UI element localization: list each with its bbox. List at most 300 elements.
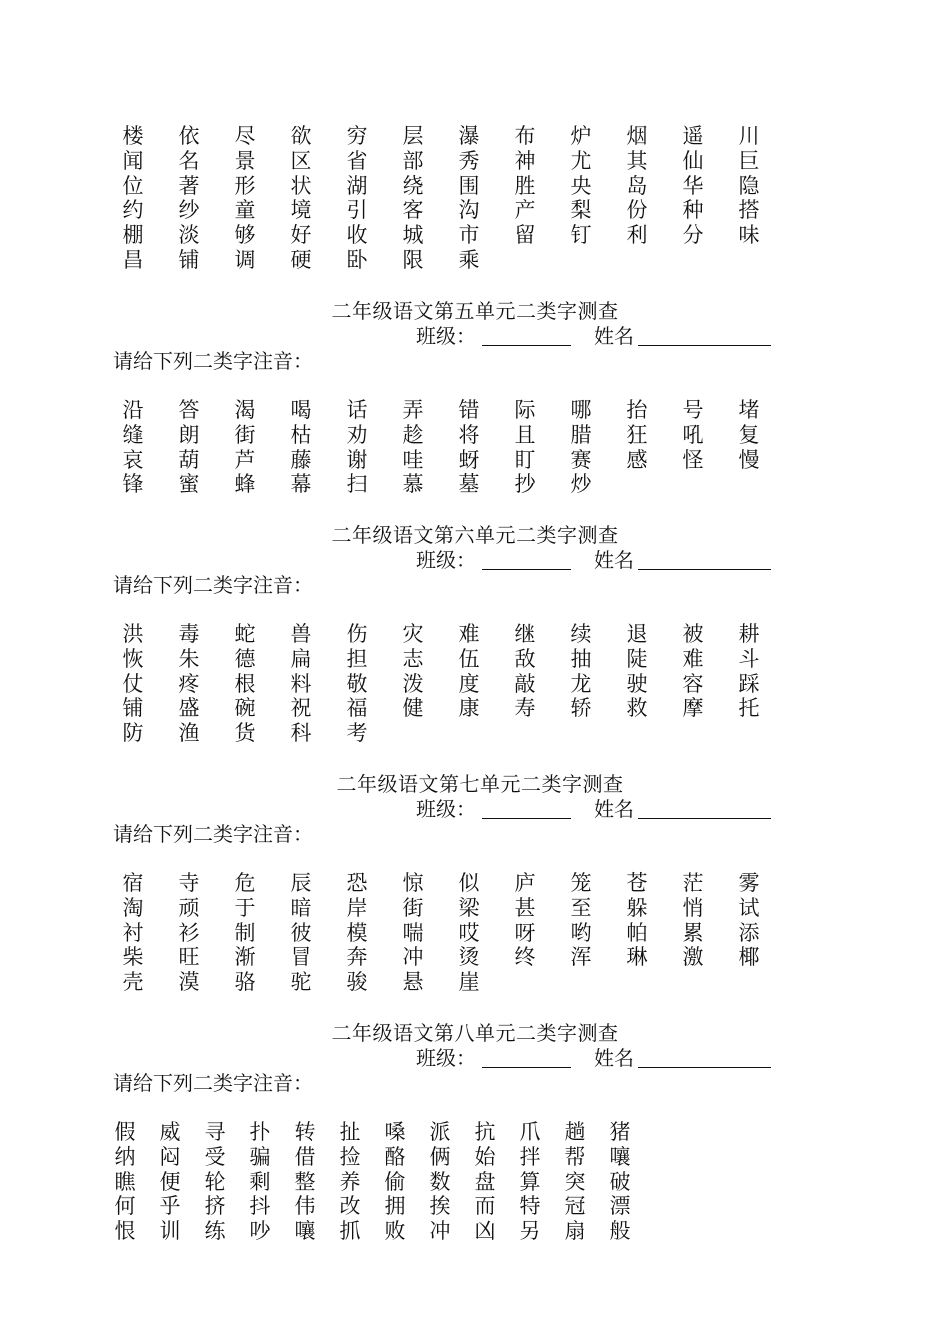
character-cell: 般 <box>609 1219 631 1244</box>
character-cell: 淘 <box>122 895 144 920</box>
character-cell: 难 <box>682 646 704 671</box>
character-cell: 派 <box>429 1120 451 1144</box>
character-cell: 寿 <box>514 696 536 721</box>
character-cell: 漂 <box>609 1194 631 1219</box>
character-cell: 号 <box>682 398 704 422</box>
section-title: 二年级语文第六单元二类字测查 <box>331 523 619 547</box>
character-cell: 哇 <box>402 447 424 472</box>
character-cell: 状 <box>290 173 312 198</box>
character-cell: 尤 <box>570 148 592 173</box>
character-cell: 份 <box>626 198 648 223</box>
character-cell: 淡 <box>178 223 200 248</box>
character-cell: 烫 <box>458 945 480 970</box>
section-title: 二年级语文第七单元二类字测查 <box>336 772 624 796</box>
character-cell: 哎 <box>458 920 480 945</box>
character-cell: 纱 <box>178 198 200 223</box>
character-cell: 扁 <box>290 646 312 671</box>
character-cell: 改 <box>339 1194 361 1219</box>
character-cell: 敬 <box>346 671 368 696</box>
character-cell: 仙 <box>682 148 704 173</box>
character-cell: 养 <box>339 1169 361 1194</box>
character-cell: 兽 <box>290 622 312 646</box>
class-blank-line <box>482 818 571 819</box>
character-cell: 楼 <box>122 124 144 148</box>
character-cell: 蛇 <box>234 622 256 646</box>
character-cell: 瞧 <box>114 1169 136 1194</box>
character-cell: 漠 <box>178 970 200 995</box>
character-cell: 偷 <box>384 1169 406 1194</box>
character-cell: 货 <box>234 721 256 746</box>
class-label: 班级： <box>416 324 476 348</box>
character-cell: 疼 <box>178 671 200 696</box>
character-cell: 挨 <box>429 1194 451 1219</box>
character-cell: 猪 <box>609 1120 631 1144</box>
character-cell: 练 <box>204 1219 226 1244</box>
character-cell: 锋 <box>122 472 144 497</box>
character-cell: 始 <box>474 1144 496 1169</box>
character-cell: 名 <box>178 148 200 173</box>
character-cell: 欲 <box>290 124 312 148</box>
character-cell: 炉 <box>570 124 592 148</box>
character-row <box>0 945 950 970</box>
character-cell: 败 <box>384 1219 406 1244</box>
character-cell: 调 <box>234 248 256 272</box>
character-cell: 扫 <box>346 472 368 497</box>
character-cell: 围 <box>458 173 480 198</box>
character-cell: 数 <box>429 1169 451 1194</box>
character-cell: 绕 <box>402 173 424 198</box>
character-cell: 斗 <box>738 646 760 671</box>
character-cell: 碗 <box>234 696 256 721</box>
character-cell: 哟 <box>570 920 592 945</box>
character-cell: 沿 <box>122 398 144 422</box>
character-row <box>0 871 950 896</box>
character-cell: 秀 <box>458 148 480 173</box>
character-row <box>0 223 950 248</box>
character-row <box>0 149 950 174</box>
character-cell: 感 <box>626 447 648 472</box>
character-cell: 街 <box>234 422 256 447</box>
character-cell: 盛 <box>178 696 200 721</box>
character-cell: 墓 <box>458 472 480 497</box>
character-cell: 摩 <box>682 696 704 721</box>
character-cell: 帮 <box>564 1144 586 1169</box>
character-row <box>0 198 950 223</box>
character-cell: 何 <box>114 1194 136 1219</box>
character-cell: 甚 <box>514 895 536 920</box>
character-cell: 够 <box>234 223 256 248</box>
character-cell: 缝 <box>122 422 144 447</box>
character-cell: 毒 <box>178 622 200 646</box>
name-blank-line <box>638 569 771 570</box>
character-row <box>0 448 950 473</box>
character-cell: 捡 <box>339 1144 361 1169</box>
character-cell: 彼 <box>290 920 312 945</box>
character-cell: 考 <box>346 721 368 746</box>
character-cell: 浑 <box>570 945 592 970</box>
character-cell: 蜜 <box>178 472 200 497</box>
character-cell: 志 <box>402 646 424 671</box>
character-cell: 制 <box>234 920 256 945</box>
character-cell: 至 <box>570 895 592 920</box>
character-cell: 梨 <box>570 198 592 223</box>
character-cell: 童 <box>234 198 256 223</box>
character-cell: 试 <box>738 895 760 920</box>
character-cell: 哀 <box>122 447 144 472</box>
character-cell: 其 <box>626 148 648 173</box>
character-cell: 钉 <box>570 223 592 248</box>
character-cell: 威 <box>159 1120 181 1144</box>
character-cell: 央 <box>570 173 592 198</box>
character-cell: 限 <box>402 248 424 272</box>
character-cell: 泼 <box>402 671 424 696</box>
character-cell: 趁 <box>402 422 424 447</box>
character-row <box>0 472 950 497</box>
character-cell: 谢 <box>346 447 368 472</box>
character-cell: 喝 <box>290 398 312 422</box>
character-cell: 蜂 <box>234 472 256 497</box>
character-cell: 沟 <box>458 198 480 223</box>
character-cell: 驼 <box>290 970 312 995</box>
character-cell: 且 <box>514 422 536 447</box>
character-row <box>0 1170 950 1195</box>
class-label: 班级： <box>416 1046 476 1070</box>
character-cell: 分 <box>682 223 704 248</box>
character-cell: 扯 <box>339 1120 361 1144</box>
instruction-text: 请给下列二类字注音： <box>113 822 313 846</box>
character-cell: 炒 <box>570 472 592 497</box>
character-cell: 闷 <box>159 1144 181 1169</box>
character-cell: 区 <box>290 148 312 173</box>
character-cell: 料 <box>290 671 312 696</box>
character-cell: 模 <box>346 920 368 945</box>
character-cell: 酪 <box>384 1144 406 1169</box>
character-cell: 转 <box>294 1120 316 1144</box>
character-row <box>0 174 950 199</box>
character-cell: 喘 <box>402 920 424 945</box>
character-cell: 琳 <box>626 945 648 970</box>
character-cell: 借 <box>294 1144 316 1169</box>
character-row <box>0 1145 950 1170</box>
character-row <box>0 721 950 746</box>
character-cell: 容 <box>682 671 704 696</box>
character-cell: 嚷 <box>294 1219 316 1244</box>
character-cell: 衬 <box>122 920 144 945</box>
character-cell: 灾 <box>402 622 424 646</box>
character-cell: 抗 <box>474 1120 496 1144</box>
character-cell: 轮 <box>204 1169 226 1194</box>
character-cell: 抓 <box>339 1219 361 1244</box>
character-cell: 神 <box>514 148 536 173</box>
character-cell: 受 <box>204 1144 226 1169</box>
class-label: 班级： <box>416 548 476 572</box>
character-row <box>0 248 950 273</box>
character-cell: 将 <box>458 422 480 447</box>
character-cell: 闻 <box>122 148 144 173</box>
character-cell: 盘 <box>474 1169 496 1194</box>
character-cell: 境 <box>290 198 312 223</box>
character-cell: 答 <box>178 398 200 422</box>
character-cell: 吵 <box>249 1219 271 1244</box>
character-cell: 宿 <box>122 871 144 895</box>
character-cell: 收 <box>346 223 368 248</box>
character-cell: 搭 <box>738 198 760 223</box>
character-cell: 科 <box>290 721 312 746</box>
character-cell: 危 <box>234 871 256 895</box>
character-row <box>0 896 950 921</box>
character-cell: 川 <box>738 124 760 148</box>
character-cell: 藤 <box>290 447 312 472</box>
name-label: 姓名 <box>594 1046 634 1070</box>
character-cell: 劝 <box>346 422 368 447</box>
character-cell: 伟 <box>294 1194 316 1219</box>
character-cell: 好 <box>290 223 312 248</box>
character-cell: 市 <box>458 223 480 248</box>
character-row <box>0 970 950 995</box>
character-cell: 悬 <box>402 970 424 995</box>
character-cell: 椰 <box>738 945 760 970</box>
character-cell: 帕 <box>626 920 648 945</box>
character-cell: 暗 <box>290 895 312 920</box>
character-cell: 狂 <box>626 422 648 447</box>
character-cell: 省 <box>346 148 368 173</box>
character-cell: 棚 <box>122 223 144 248</box>
character-cell: 引 <box>346 198 368 223</box>
character-cell: 渔 <box>178 721 200 746</box>
character-cell: 累 <box>682 920 704 945</box>
character-cell: 轿 <box>570 696 592 721</box>
character-cell: 巨 <box>738 148 760 173</box>
name-blank-line <box>638 818 771 819</box>
character-cell: 瀑 <box>458 124 480 148</box>
character-cell: 破 <box>609 1169 631 1194</box>
character-cell: 柴 <box>122 945 144 970</box>
character-cell: 抬 <box>626 398 648 422</box>
character-cell: 城 <box>402 223 424 248</box>
character-cell: 利 <box>626 223 648 248</box>
character-row <box>0 124 950 149</box>
character-cell: 康 <box>458 696 480 721</box>
character-cell: 卧 <box>346 248 368 272</box>
character-cell: 祝 <box>290 696 312 721</box>
character-cell: 抖 <box>249 1194 271 1219</box>
character-cell: 德 <box>234 646 256 671</box>
character-cell: 复 <box>738 422 760 447</box>
character-cell: 恨 <box>114 1219 136 1244</box>
class-blank-line <box>482 345 571 346</box>
character-cell: 渴 <box>234 398 256 422</box>
character-cell: 乘 <box>458 248 480 272</box>
character-cell: 恢 <box>122 646 144 671</box>
character-cell: 岸 <box>346 895 368 920</box>
character-cell: 硬 <box>290 248 312 272</box>
character-cell: 依 <box>178 124 200 148</box>
character-cell: 福 <box>346 696 368 721</box>
character-cell: 冲 <box>402 945 424 970</box>
character-cell: 朗 <box>178 422 200 447</box>
character-cell: 铺 <box>178 248 200 272</box>
character-row <box>0 672 950 697</box>
character-row <box>0 696 950 721</box>
character-cell: 烟 <box>626 124 648 148</box>
character-cell: 难 <box>458 622 480 646</box>
character-cell: 陡 <box>626 646 648 671</box>
character-cell: 冒 <box>290 945 312 970</box>
character-cell: 湖 <box>346 173 368 198</box>
character-cell: 纳 <box>114 1144 136 1169</box>
character-cell: 扑 <box>249 1120 271 1144</box>
character-cell: 悄 <box>682 895 704 920</box>
character-cell: 仗 <box>122 671 144 696</box>
character-cell: 部 <box>402 148 424 173</box>
character-cell: 顽 <box>178 895 200 920</box>
character-cell: 激 <box>682 945 704 970</box>
name-label: 姓名 <box>594 797 634 821</box>
character-cell: 著 <box>178 173 200 198</box>
character-cell: 担 <box>346 646 368 671</box>
character-cell: 另 <box>519 1219 541 1244</box>
character-cell: 街 <box>402 895 424 920</box>
class-label: 班级： <box>416 797 476 821</box>
character-cell: 壳 <box>122 970 144 995</box>
character-cell: 训 <box>159 1219 181 1244</box>
character-cell: 乎 <box>159 1194 181 1219</box>
character-cell: 约 <box>122 198 144 223</box>
character-cell: 防 <box>122 721 144 746</box>
name-blank-line <box>638 345 771 346</box>
character-cell: 恐 <box>346 871 368 895</box>
character-cell: 凶 <box>474 1219 496 1244</box>
character-cell: 整 <box>294 1169 316 1194</box>
character-cell: 算 <box>519 1169 541 1194</box>
character-cell: 踩 <box>738 671 760 696</box>
character-cell: 慢 <box>738 447 760 472</box>
character-cell: 冲 <box>429 1219 451 1244</box>
character-cell: 于 <box>234 895 256 920</box>
character-cell: 继 <box>514 622 536 646</box>
character-cell: 哪 <box>570 398 592 422</box>
character-cell: 味 <box>738 223 760 248</box>
character-row <box>0 1194 950 1219</box>
character-cell: 种 <box>682 198 704 223</box>
name-label: 姓名 <box>594 548 634 572</box>
character-cell: 健 <box>402 696 424 721</box>
character-cell: 救 <box>626 696 648 721</box>
character-cell: 怪 <box>682 447 704 472</box>
character-cell: 枯 <box>290 422 312 447</box>
character-cell: 敲 <box>514 671 536 696</box>
character-cell: 呀 <box>514 920 536 945</box>
character-cell: 铺 <box>122 696 144 721</box>
character-cell: 拌 <box>519 1144 541 1169</box>
character-cell: 而 <box>474 1194 496 1219</box>
character-cell: 被 <box>682 622 704 646</box>
class-blank-line <box>482 569 571 570</box>
character-cell: 景 <box>234 148 256 173</box>
character-cell: 趟 <box>564 1120 586 1144</box>
character-cell: 布 <box>514 124 536 148</box>
character-cell: 朱 <box>178 646 200 671</box>
character-cell: 赛 <box>570 447 592 472</box>
character-cell: 产 <box>514 198 536 223</box>
character-cell: 错 <box>458 398 480 422</box>
character-cell: 尽 <box>234 124 256 148</box>
character-cell: 骏 <box>346 970 368 995</box>
character-cell: 奔 <box>346 945 368 970</box>
character-cell: 根 <box>234 671 256 696</box>
character-cell: 堵 <box>738 398 760 422</box>
character-cell: 躲 <box>626 895 648 920</box>
character-cell: 雾 <box>738 871 760 895</box>
character-row <box>0 423 950 448</box>
character-cell: 骗 <box>249 1144 271 1169</box>
character-cell: 便 <box>159 1169 181 1194</box>
character-cell: 幕 <box>290 472 312 497</box>
character-cell: 腊 <box>570 422 592 447</box>
character-cell: 岛 <box>626 173 648 198</box>
character-cell: 话 <box>346 398 368 422</box>
section-title: 二年级语文第八单元二类字测查 <box>331 1021 619 1045</box>
character-cell: 退 <box>626 622 648 646</box>
character-cell: 寺 <box>178 871 200 895</box>
character-cell: 拥 <box>384 1194 406 1219</box>
character-row <box>0 398 950 423</box>
character-cell: 伍 <box>458 646 480 671</box>
character-cell: 添 <box>738 920 760 945</box>
name-blank-line <box>638 1067 771 1068</box>
character-cell: 剩 <box>249 1169 271 1194</box>
character-cell: 托 <box>738 696 760 721</box>
character-row <box>0 1219 950 1244</box>
character-cell: 梁 <box>458 895 480 920</box>
character-cell: 耕 <box>738 622 760 646</box>
character-cell: 蚜 <box>458 447 480 472</box>
character-cell: 似 <box>458 871 480 895</box>
character-row <box>0 647 950 672</box>
section-title: 二年级语文第五单元二类字测查 <box>331 299 619 323</box>
character-cell: 终 <box>514 945 536 970</box>
character-cell: 庐 <box>514 871 536 895</box>
character-cell: 遥 <box>682 124 704 148</box>
character-cell: 形 <box>234 173 256 198</box>
character-cell: 昌 <box>122 248 144 272</box>
character-cell: 茫 <box>682 871 704 895</box>
character-cell: 度 <box>458 671 480 696</box>
name-label: 姓名 <box>594 324 634 348</box>
character-cell: 渐 <box>234 945 256 970</box>
character-cell: 盯 <box>514 447 536 472</box>
character-cell: 骆 <box>234 970 256 995</box>
character-cell: 伤 <box>346 622 368 646</box>
character-cell: 际 <box>514 398 536 422</box>
character-cell: 龙 <box>570 671 592 696</box>
character-cell: 特 <box>519 1194 541 1219</box>
character-cell: 惊 <box>402 871 424 895</box>
character-row <box>0 1120 950 1145</box>
character-cell: 挤 <box>204 1194 226 1219</box>
character-cell: 续 <box>570 622 592 646</box>
character-cell: 假 <box>114 1120 136 1144</box>
instruction-text: 请给下列二类字注音： <box>113 349 313 373</box>
character-cell: 旺 <box>178 945 200 970</box>
character-cell: 洪 <box>122 622 144 646</box>
character-cell: 爪 <box>519 1120 541 1144</box>
character-cell: 俩 <box>429 1144 451 1169</box>
character-cell: 抽 <box>570 646 592 671</box>
class-blank-line <box>482 1067 571 1068</box>
character-cell: 冠 <box>564 1194 586 1219</box>
character-cell: 辰 <box>290 871 312 895</box>
